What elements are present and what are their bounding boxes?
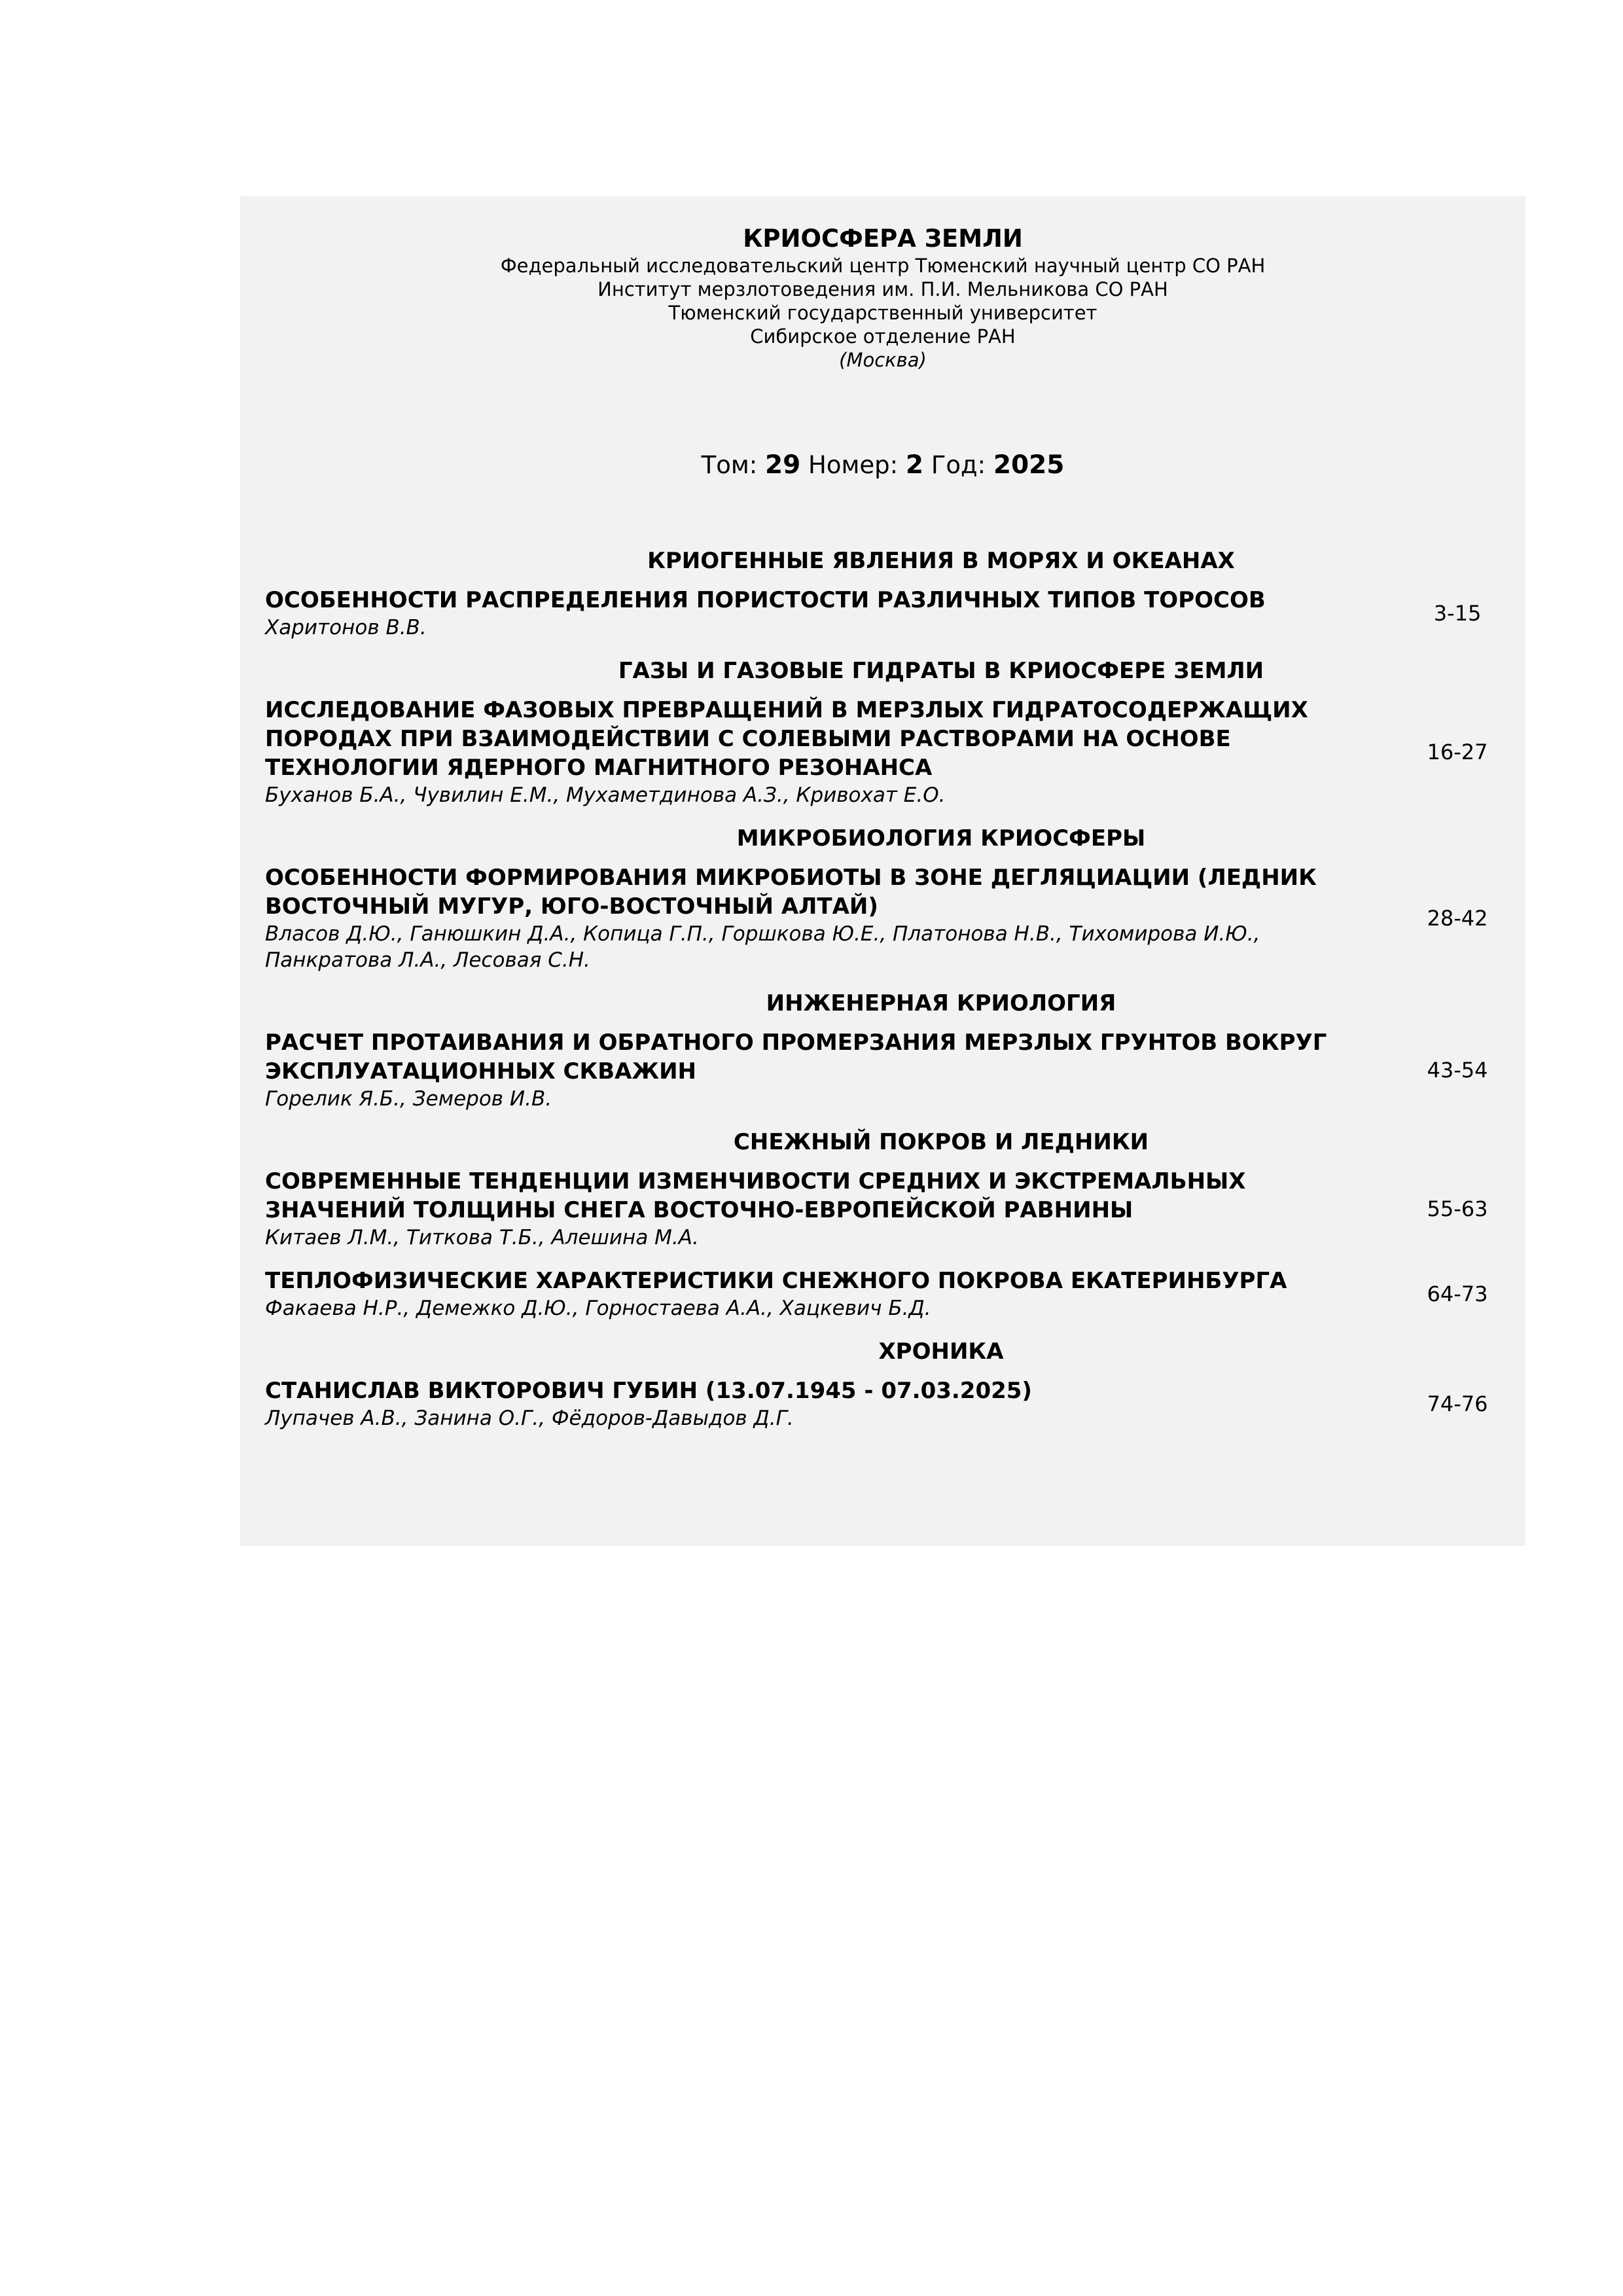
- issue-info: [240, 450, 1525, 480]
- section-title: ХРОНИКА: [878, 1338, 1004, 1365]
- section-title: ГАЗЫ И ГАЗОВЫЕ ГИДРАТЫ В КРИОСФЕРЕ ЗЕМЛИ: [618, 658, 1264, 684]
- article-authors: Лупачев А.В., Занина О.Г., Фёдоров-Давыдов Д.Г.: [265, 1407, 794, 1430]
- article-entry[interactable]: [265, 586, 1499, 641]
- article-entry[interactable]: [265, 1266, 1499, 1321]
- section-title: ИНЖЕНЕРНАЯ КРИОЛОГИЯ: [766, 990, 1116, 1016]
- article-pages: 64-73: [1427, 1282, 1488, 1306]
- contents-panel: [240, 196, 1525, 1546]
- article-authors: Китаев Л.М., Титкова Т.Б., Алешина М.А.: [265, 1226, 699, 1249]
- article-entry[interactable]: [265, 1167, 1499, 1251]
- article-entry[interactable]: [265, 1376, 1499, 1431]
- number-label: Номер:: [808, 451, 899, 479]
- article-pages: 43-54: [1427, 1058, 1488, 1083]
- article-authors: Харитонов В.В.: [265, 616, 427, 639]
- number-value: 2: [905, 450, 924, 480]
- article-entry[interactable]: [265, 863, 1499, 973]
- journal-title: КРИОСФЕРА ЗЕМЛИ: [743, 224, 1023, 253]
- article-authors: Буханов Б.А., Чувилин Е.М., Мухаметдинова А.З., Кривохат Е.О.: [265, 783, 946, 807]
- article-pages: 28-42: [1427, 906, 1488, 931]
- article-entry[interactable]: [265, 1028, 1499, 1112]
- section-title: МИКРОБИОЛОГИЯ КРИОСФЕРЫ: [736, 825, 1146, 852]
- article-authors: Факаева Н.Р., Демежко Д.Ю., Горностаева А.А., Хацкевич Б.Д.: [265, 1297, 931, 1320]
- organization-line: Сибирское отделение РАН: [750, 325, 1016, 348]
- article-title[interactable]: ОСОБЕННОСТИ ФОРМИРОВАНИЯ МИКРОБИОТЫ В ЗОНЕ ДЕГЛЯЦИАЦИИ (ЛЕДНИК ВОСТОЧНЫЙ МУГУР, ЮГО-ВОСТОЧНЫЙ АЛТАЙ): [265, 865, 1317, 920]
- article-title[interactable]: СТАНИСЛАВ ВИКТОРОВИЧ ГУБИН (13.07.1945 - 07.03.2025): [265, 1378, 1032, 1404]
- organization-line: Тюменский государственный университет: [668, 302, 1097, 324]
- article-title[interactable]: РАСЧЕТ ПРОТАИВАНИЯ И ОБРАТНОГО ПРОМЕРЗАНИЯ МЕРЗЛЫХ ГРУНТОВ ВОКРУГ ЭКСПЛУАТАЦИОННЫХ СКВАЖИН: [265, 1030, 1327, 1085]
- article-authors: Горелик Я.Б., Земеров И.В.: [265, 1087, 552, 1111]
- article-pages: 16-27: [1427, 740, 1488, 764]
- organization-line: Институт мерзлотоведения им. П.И. Мельникова СО РАН: [597, 278, 1168, 300]
- journal-header: [240, 224, 1525, 372]
- article-entry[interactable]: [265, 696, 1499, 808]
- section-title: СНЕЖНЫЙ ПОКРОВ И ЛЕДНИКИ: [733, 1129, 1149, 1155]
- table-of-contents: [265, 547, 1499, 1447]
- year-label: Год:: [931, 451, 986, 479]
- article-pages: 3-15: [1433, 601, 1482, 626]
- article-title[interactable]: ОСОБЕННОСТИ РАСПРЕДЕЛЕНИЯ ПОРИСТОСТИ РАЗЛИЧНЫХ ТИПОВ ТОРОСОВ: [265, 587, 1266, 613]
- article-title[interactable]: СОВРЕМЕННЫЕ ТЕНДЕНЦИИ ИЗМЕНЧИВОСТИ СРЕДНИХ И ЭКСТРЕМАЛЬНЫХ ЗНАЧЕНИЙ ТОЛЩИНЫ СНЕГА ВОСТОЧНО-ЕВРОПЕЙСКОЙ РАВНИНЫ: [265, 1168, 1246, 1223]
- publisher-city: (Москва): [839, 349, 927, 371]
- article-authors: Власов Д.Ю., Ганюшкин Д.А., Копица Г.П., Горшкова Ю.Е., Платонова Н.В., Тихомирова И.Ю., Панкратова Л.А., Лесовая С.Н.: [265, 922, 1260, 972]
- organization-line: Федеральный исследовательский центр Тюменский научный центр СО РАН: [500, 255, 1266, 277]
- article-pages: 74-76: [1427, 1391, 1488, 1416]
- volume-label: Том:: [701, 451, 758, 479]
- article-title[interactable]: ТЕПЛОФИЗИЧЕСКИЕ ХАРАКТЕРИСТИКИ СНЕЖНОГО ПОКРОВА ЕКАТЕРИНБУРГА: [265, 1268, 1287, 1294]
- section-title: КРИОГЕННЫЕ ЯВЛЕНИЯ В МОРЯХ И ОКЕАНАХ: [647, 548, 1235, 574]
- article-pages: 55-63: [1427, 1196, 1488, 1221]
- article-title[interactable]: ИССЛЕДОВАНИЕ ФАЗОВЫХ ПРЕВРАЩЕНИЙ В МЕРЗЛЫХ ГИДРАТОСОДЕРЖАЩИХ ПОРОДАХ ПРИ ВЗАИМОДЕЙСТВИИ С СОЛЕВЫМИ РАСТВОРАМИ НА ОСНОВЕ ТЕХНОЛОГИИ ЯДЕРНОГО МАГНИТНОГО РЕЗОНАНСА: [265, 697, 1308, 781]
- year-value: 2025: [993, 450, 1065, 480]
- volume-value: 29: [765, 450, 801, 480]
